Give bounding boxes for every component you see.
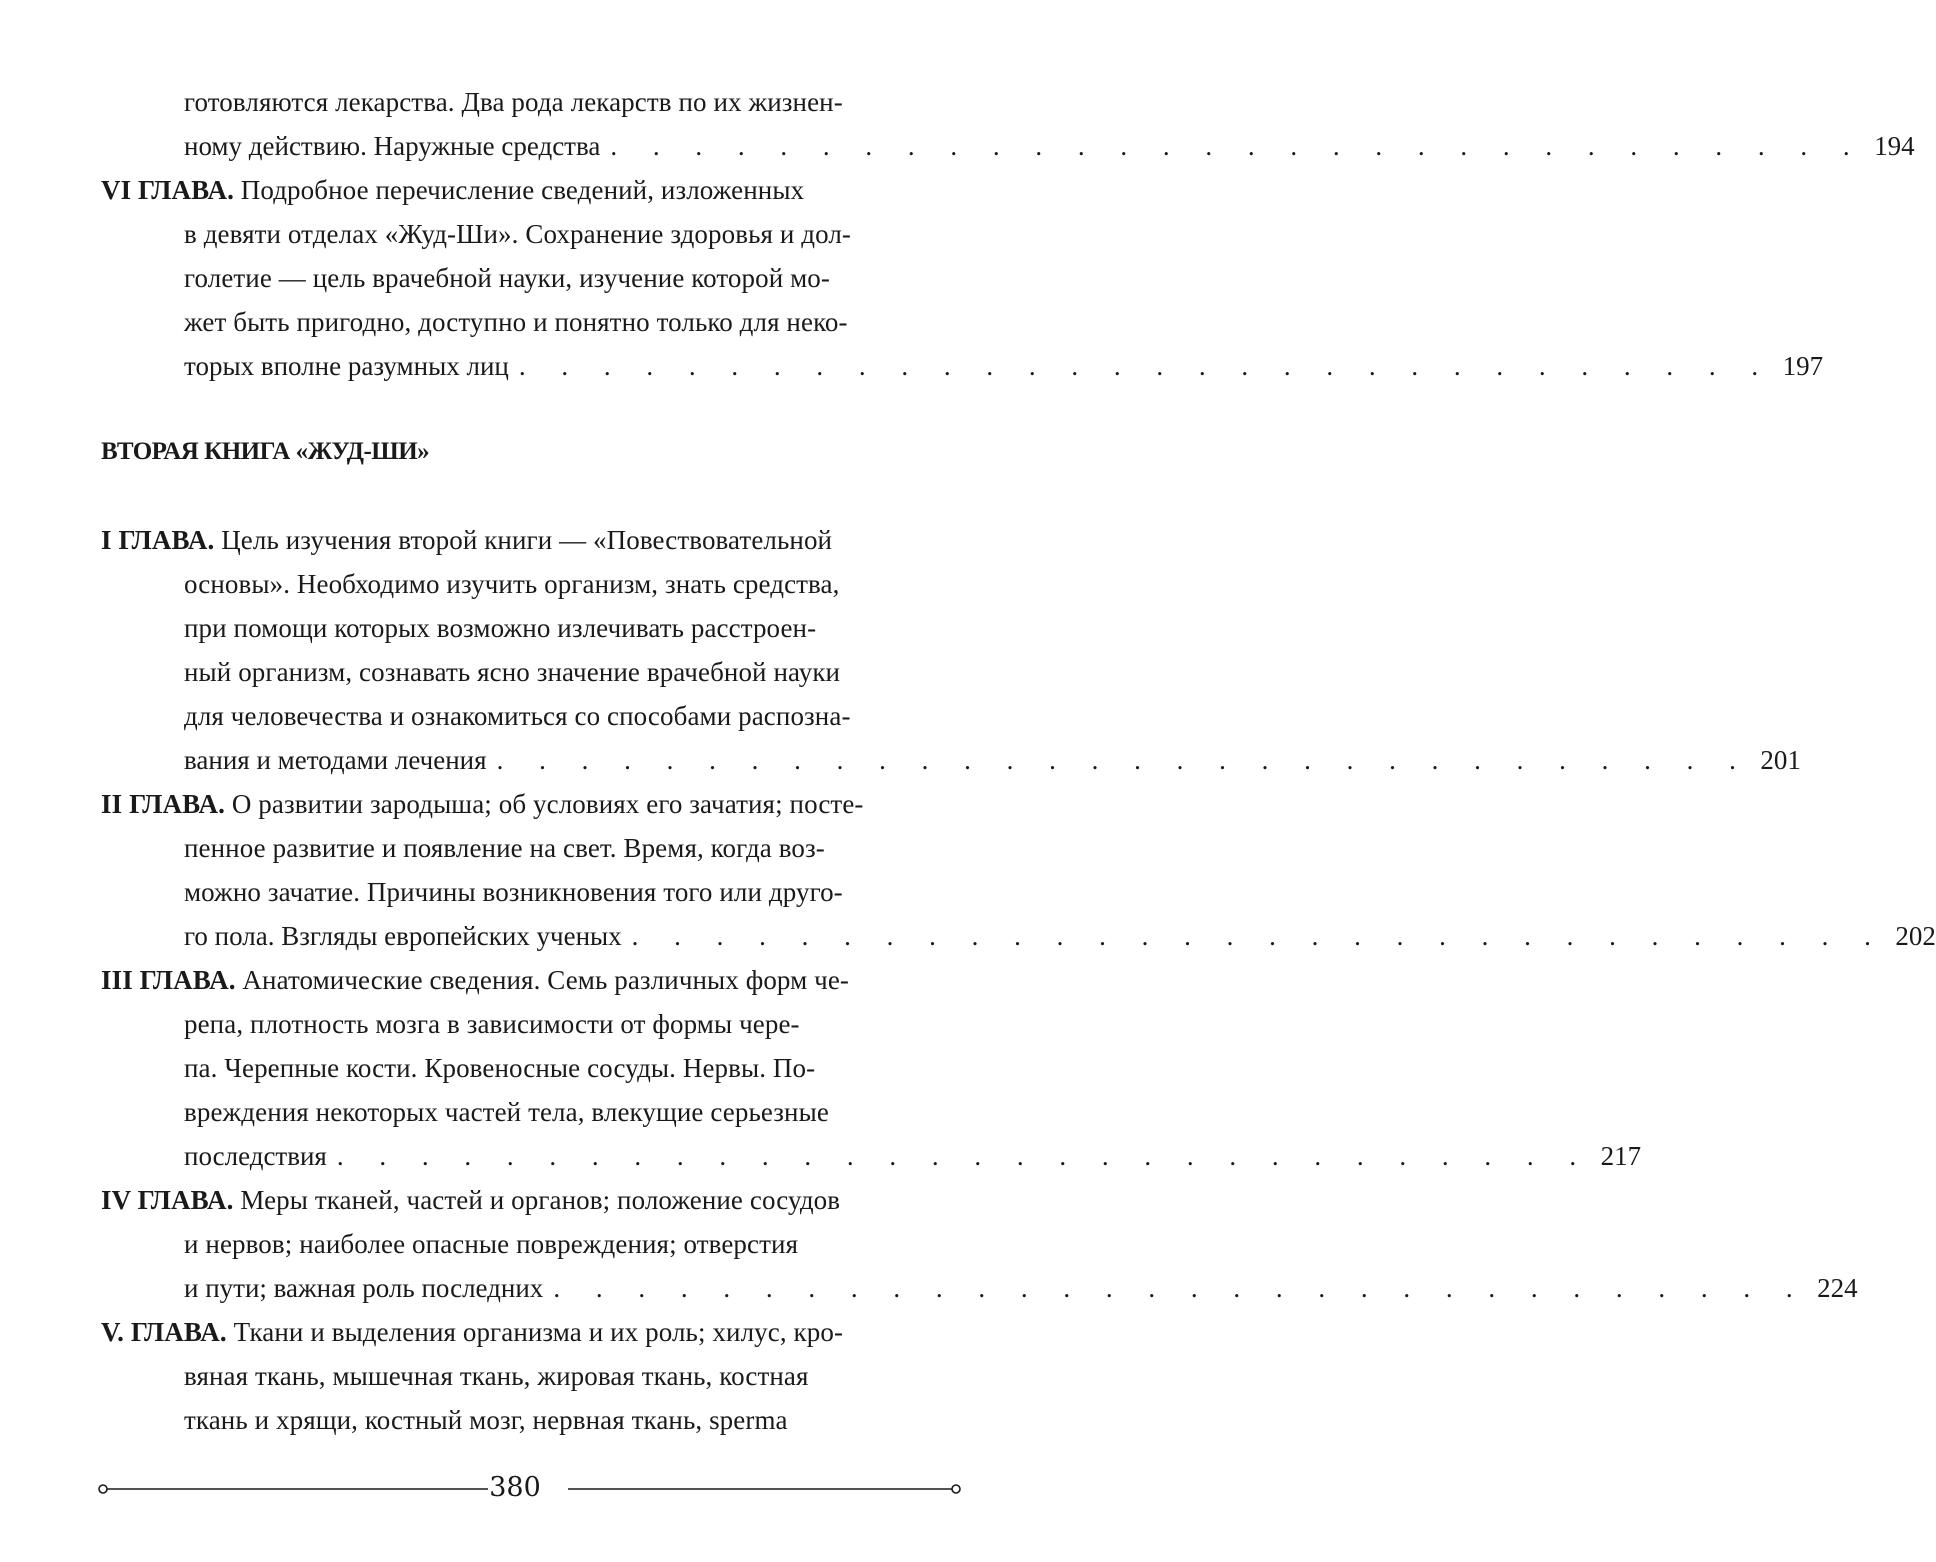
toc-entry-line: репа, плотность мозга в зависимости от формы чере-	[184, 1009, 800, 1039]
toc-entry-line: голетие — цель врачебной науки, изучение которой мо-	[184, 263, 830, 293]
leader-dots: . . . . . . . . . . . . . . . . . . . . . . . . . . . . . .	[496, 745, 1751, 775]
toc-entry-text: Ткани и выделения организма и их роль; хилус, кро-	[233, 1317, 844, 1347]
toc-entry-line: вреждения некоторых частей тела, влекущие серьезные	[184, 1097, 829, 1127]
toc-entry-last-line	[184, 1266, 1858, 1310]
toc-entry-text: вания и методами лечения	[184, 745, 487, 775]
toc-entry-line: жет быть пригодно, доступно и понятно только для неко-	[184, 307, 848, 337]
toc-entry-line: для человечества и ознакомиться со способами распозна-	[184, 701, 851, 731]
toc-entry-text: Анатомические сведения. Семь различных форм че-	[242, 965, 850, 995]
toc-page-number: 217	[1600, 1141, 1642, 1171]
toc-entry-text: Цель изучения второй книги — «Повествовательной	[221, 525, 833, 555]
toc-entry-first-line	[101, 782, 864, 826]
footer-rule-right-circle-icon	[952, 1485, 960, 1493]
toc-entry-first-line	[101, 1310, 843, 1354]
leader-dots: . . . . . . . . . . . . . . . . . . . . . . . . . . . . . .	[610, 131, 1865, 161]
toc-entry-line: можно зачатие. Причины возникновения того или друго-	[184, 877, 843, 907]
chapter-label: IV ГЛАВА.	[101, 1185, 234, 1215]
page-number: 380	[489, 1472, 541, 1503]
toc-entry-text: Подробное перечисление сведений, изложенных	[240, 175, 805, 205]
toc-entry-line: вяная ткань, мышечная ткань, жировая ткань, костная	[184, 1361, 809, 1391]
toc-entry-line: па. Черепные кости. Кровеносные сосуды. Нервы. По-	[184, 1053, 816, 1083]
toc-entry-line: ный организм, сознавать ясно значение врачебной науки	[184, 657, 841, 687]
toc-entry-last-line	[184, 344, 1824, 388]
chapter-label: II ГЛАВА.	[101, 789, 225, 819]
toc-entry-text: торых вполне разумных лиц	[184, 351, 509, 381]
toc-entry-text: последствия	[184, 1141, 327, 1171]
leader-dots: . . . . . . . . . . . . . . . . . . . . . . . . . . . . . .	[336, 1141, 1591, 1171]
toc-entry-first-line	[101, 168, 804, 212]
leader-dots: . . . . . . . . . . . . . . . . . . . . . . . . . . . . . .	[518, 351, 1773, 381]
toc-entry-last-line	[184, 1134, 1642, 1178]
chapter-label: I ГЛАВА.	[101, 525, 215, 555]
leader-dots: . . . . . . . . . . . . . . . . . . . . . . . . . . . . . .	[631, 921, 1886, 951]
toc-entry-line: готовляются лекарства. Два рода лекарств по их жизнен-	[184, 87, 843, 117]
toc-entry-last-line	[184, 124, 1915, 168]
toc-entry-text: го пола. Взгляды европейских ученых	[184, 921, 622, 951]
toc-entry-first-line	[101, 518, 832, 562]
page-footer	[0, 1464, 1000, 1514]
toc-entry-text: О развитии зародыша; об условиях его зачатия; посте-	[231, 789, 864, 819]
toc-page-number: 194	[1874, 131, 1915, 161]
toc-entry-text: Меры тканей, частей и органов; положение сосудов	[240, 1185, 841, 1215]
chapter-label: VI ГЛАВА.	[101, 175, 234, 205]
section-title: ВТОРАЯ КНИГА «ЖУД-ШИ»	[101, 438, 430, 465]
toc-page-number: 202	[1895, 921, 1936, 951]
toc-entry-line: основы». Необходимо изучить организм, знать средства,	[184, 569, 840, 599]
toc-entry-first-line	[101, 958, 849, 1002]
toc-entry-text: и пути; важная роль последних	[184, 1273, 544, 1303]
toc-entry-line: и нервов; наиболее опасные повреждения; отверстия	[184, 1229, 799, 1259]
toc-page-number: 224	[1817, 1273, 1858, 1303]
toc-entry-last-line	[184, 914, 1936, 958]
leader-dots: . . . . . . . . . . . . . . . . . . . . . . . . . . . . . .	[553, 1273, 1808, 1303]
toc-entry-last-line	[184, 738, 1801, 782]
toc-entry-line: при помощи которых возможно излечивать расстроен-	[184, 613, 817, 643]
chapter-label: III ГЛАВА.	[101, 965, 236, 995]
toc-page-number: 197	[1782, 351, 1824, 381]
toc-entry-line: ткань и хрящи, костный мозг, нервная ткань, sperma	[184, 1405, 788, 1435]
toc-entry-first-line	[101, 1178, 840, 1222]
footer-rule-left-circle-icon	[99, 1485, 107, 1493]
chapter-label: V. ГЛАВА.	[101, 1317, 227, 1347]
toc-entry-text: ному действию. Наружные средства	[184, 131, 601, 161]
toc-entry-line: пенное развитие и появление на свет. Время, когда воз-	[184, 833, 825, 863]
toc-page-number: 201	[1760, 745, 1801, 775]
toc-entry-line: в девяти отделах «Жуд-Ши». Сохранение здоровья и дол-	[184, 219, 852, 249]
